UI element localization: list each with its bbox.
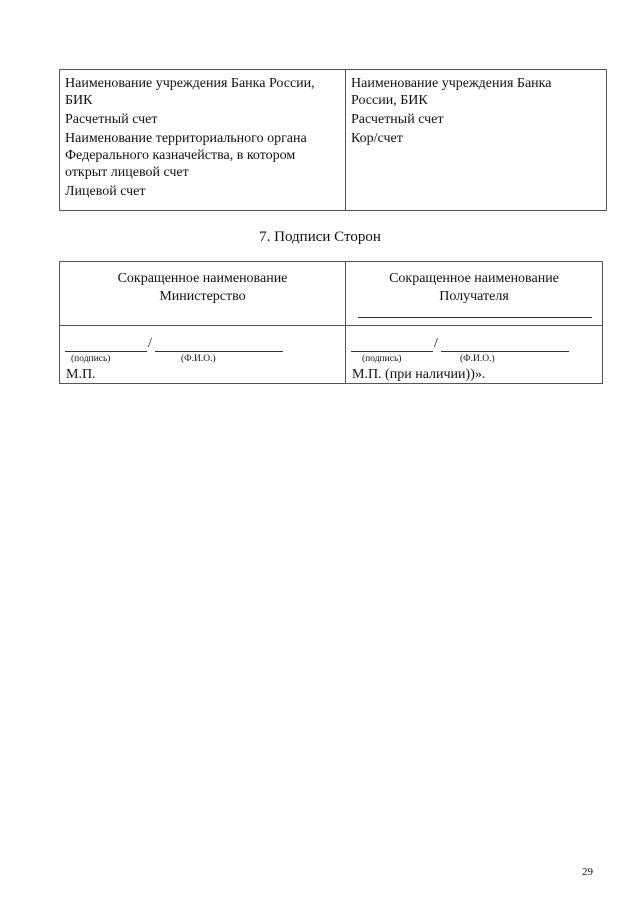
page-number: 29	[582, 866, 593, 878]
bank-name-bik-label: Наименование учреждения Банка России, БИК	[65, 76, 315, 108]
short-name-label: Сокращенное наименование	[117, 271, 288, 286]
ministry-name-cell	[60, 262, 346, 326]
stamp-label: М.П.	[66, 367, 96, 382]
ministry-bank-details-cell	[60, 70, 346, 211]
bank-details-table	[59, 69, 607, 211]
ministry-signature-cell	[60, 326, 346, 384]
signatures-table	[59, 261, 603, 384]
fio-caption: (Ф.И.О.)	[181, 354, 216, 364]
section-heading: 7. Подписи Сторон	[259, 229, 381, 245]
ministry-label: Министерство	[159, 289, 246, 304]
short-name-label: Сокращенное наименование	[389, 271, 559, 286]
signature-blank	[351, 336, 433, 352]
slash-separator: /	[148, 336, 152, 351]
fio-blank	[441, 336, 569, 352]
signature-caption: (подпись)	[71, 354, 111, 364]
signature-caption: (подпись)	[362, 354, 402, 364]
correspondent-account-label: Кор/счет	[351, 131, 403, 146]
recipient-bank-details-cell	[346, 70, 607, 211]
treasury-body-label: Наименование территориального органа Федерального казначейства, в котором открыт лицевой счет	[65, 131, 307, 180]
fio-caption: (Ф.И.О.)	[460, 354, 495, 364]
signature-line	[65, 336, 345, 354]
stamp-label: М.П. (при наличии))».	[352, 367, 486, 382]
slash-separator: /	[434, 336, 438, 351]
signature-blank	[65, 336, 147, 352]
personal-account-label: Лицевой счет	[65, 184, 146, 199]
settlement-account-label: Расчетный счет	[65, 112, 158, 127]
recipient-label: Получателя	[439, 289, 509, 304]
bank-name-bik-label: Наименование учреждения Банка России, БИК	[351, 76, 552, 108]
signature-line	[351, 336, 602, 354]
recipient-name-line	[358, 316, 592, 318]
fio-blank	[155, 336, 283, 352]
recipient-signature-cell	[346, 326, 603, 384]
recipient-name-cell	[346, 262, 603, 326]
settlement-account-label: Расчетный счет	[351, 112, 444, 127]
